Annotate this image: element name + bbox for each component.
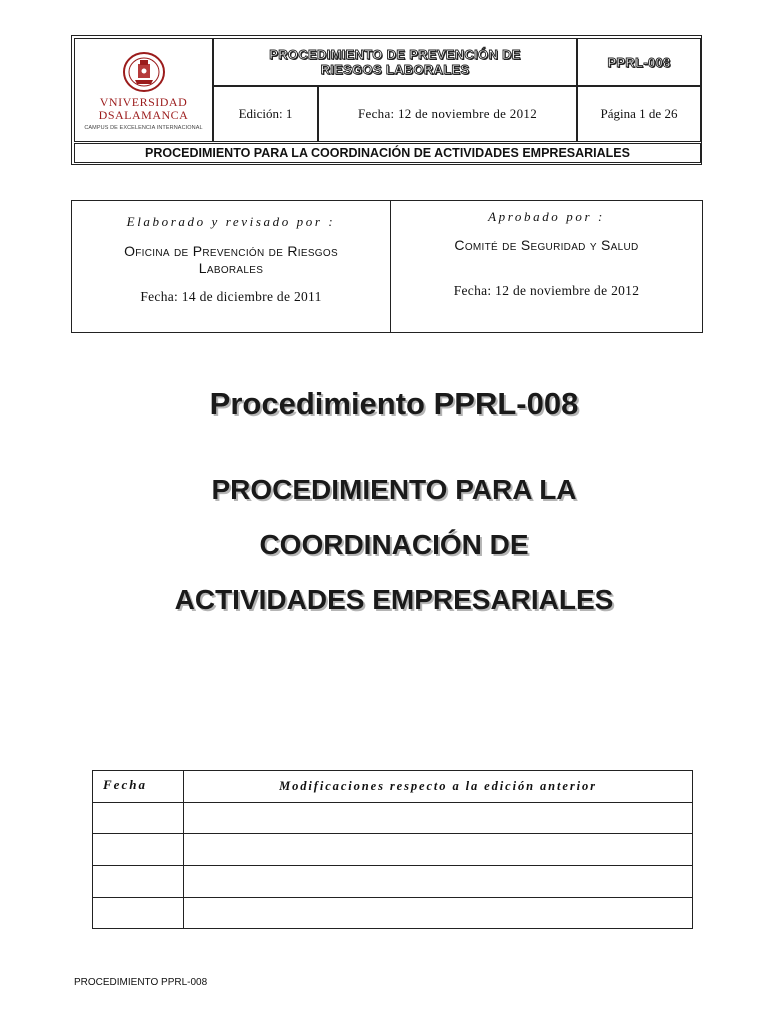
logo-tagline: CAMPUS DE EXCELENCIA INTERNACIONAL: [84, 124, 203, 131]
page-title: Procedimiento PPRL-008: [209, 386, 579, 421]
logo-line-2: DSALAMANCA: [98, 107, 189, 122]
modifications-changes-header: Modificaciones respecto a la edición anterior: [279, 779, 597, 793]
header-date-text: Fecha: 12 de noviembre de 2012: [357, 106, 538, 121]
elaborated-by-office-line-2: Laborales: [198, 260, 264, 276]
elaborated-by-heading: Elaborado y revisado por :: [126, 214, 336, 229]
document-header-table: [71, 35, 702, 165]
table-row: [93, 802, 692, 834]
header-title-cell: [213, 38, 577, 86]
procedure-title-line-2: COORDINACIÓN DE: [259, 529, 529, 560]
header-subtitle-cell: [74, 143, 701, 163]
edition-text: Edición: 1: [238, 106, 293, 121]
header-title-line-2: RIESGOS LABORALES: [320, 62, 470, 77]
page-number-cell: [577, 86, 701, 142]
document-code: PPRL-008: [607, 54, 671, 70]
modifications-date-header: Fecha: [103, 777, 147, 792]
header-title-line-1: PROCEDIMIENTO DE PREVENCIÓN DE: [269, 47, 521, 62]
logo-cell: [74, 38, 213, 142]
approved-by-column: [391, 201, 702, 332]
logo-line-1: VNIVERSIDAD: [99, 94, 188, 109]
approval-table: [71, 200, 703, 333]
procedure-title-line-3: ACTIVIDADES EMPRESARIALES: [174, 584, 614, 615]
document-code-cell: [577, 38, 701, 86]
elaborated-by-date: Fecha: 14 de diciembre de 2011: [140, 289, 322, 304]
table-row: [93, 833, 692, 866]
table-row: [93, 897, 692, 930]
approved-by-date: Fecha: 12 de noviembre de 2012: [453, 283, 640, 298]
university-seal-icon: [121, 50, 167, 94]
page-number-text: Página 1 de 26: [600, 106, 678, 121]
page-footer: PROCEDIMIENTO PPRL-008: [74, 977, 208, 988]
header-date-cell: [318, 86, 577, 142]
edition-cell: [213, 86, 318, 142]
header-subtitle: PROCEDIMIENTO PARA LA COORDINACIÓN DE ACTIVIDADES EMPRESARIALES: [145, 146, 630, 160]
table-row: [93, 865, 692, 898]
procedure-title-line-1: PROCEDIMIENTO PARA LA: [211, 474, 577, 505]
elaborated-by-office-line-1: Oficina de Prevención de Riesgos: [124, 243, 338, 259]
modifications-table: [92, 770, 693, 929]
elaborated-by-column: [72, 201, 391, 332]
approved-by-committee: Comité de Seguridad y Salud: [454, 237, 639, 253]
approved-by-heading: Aprobado por :: [488, 209, 605, 224]
